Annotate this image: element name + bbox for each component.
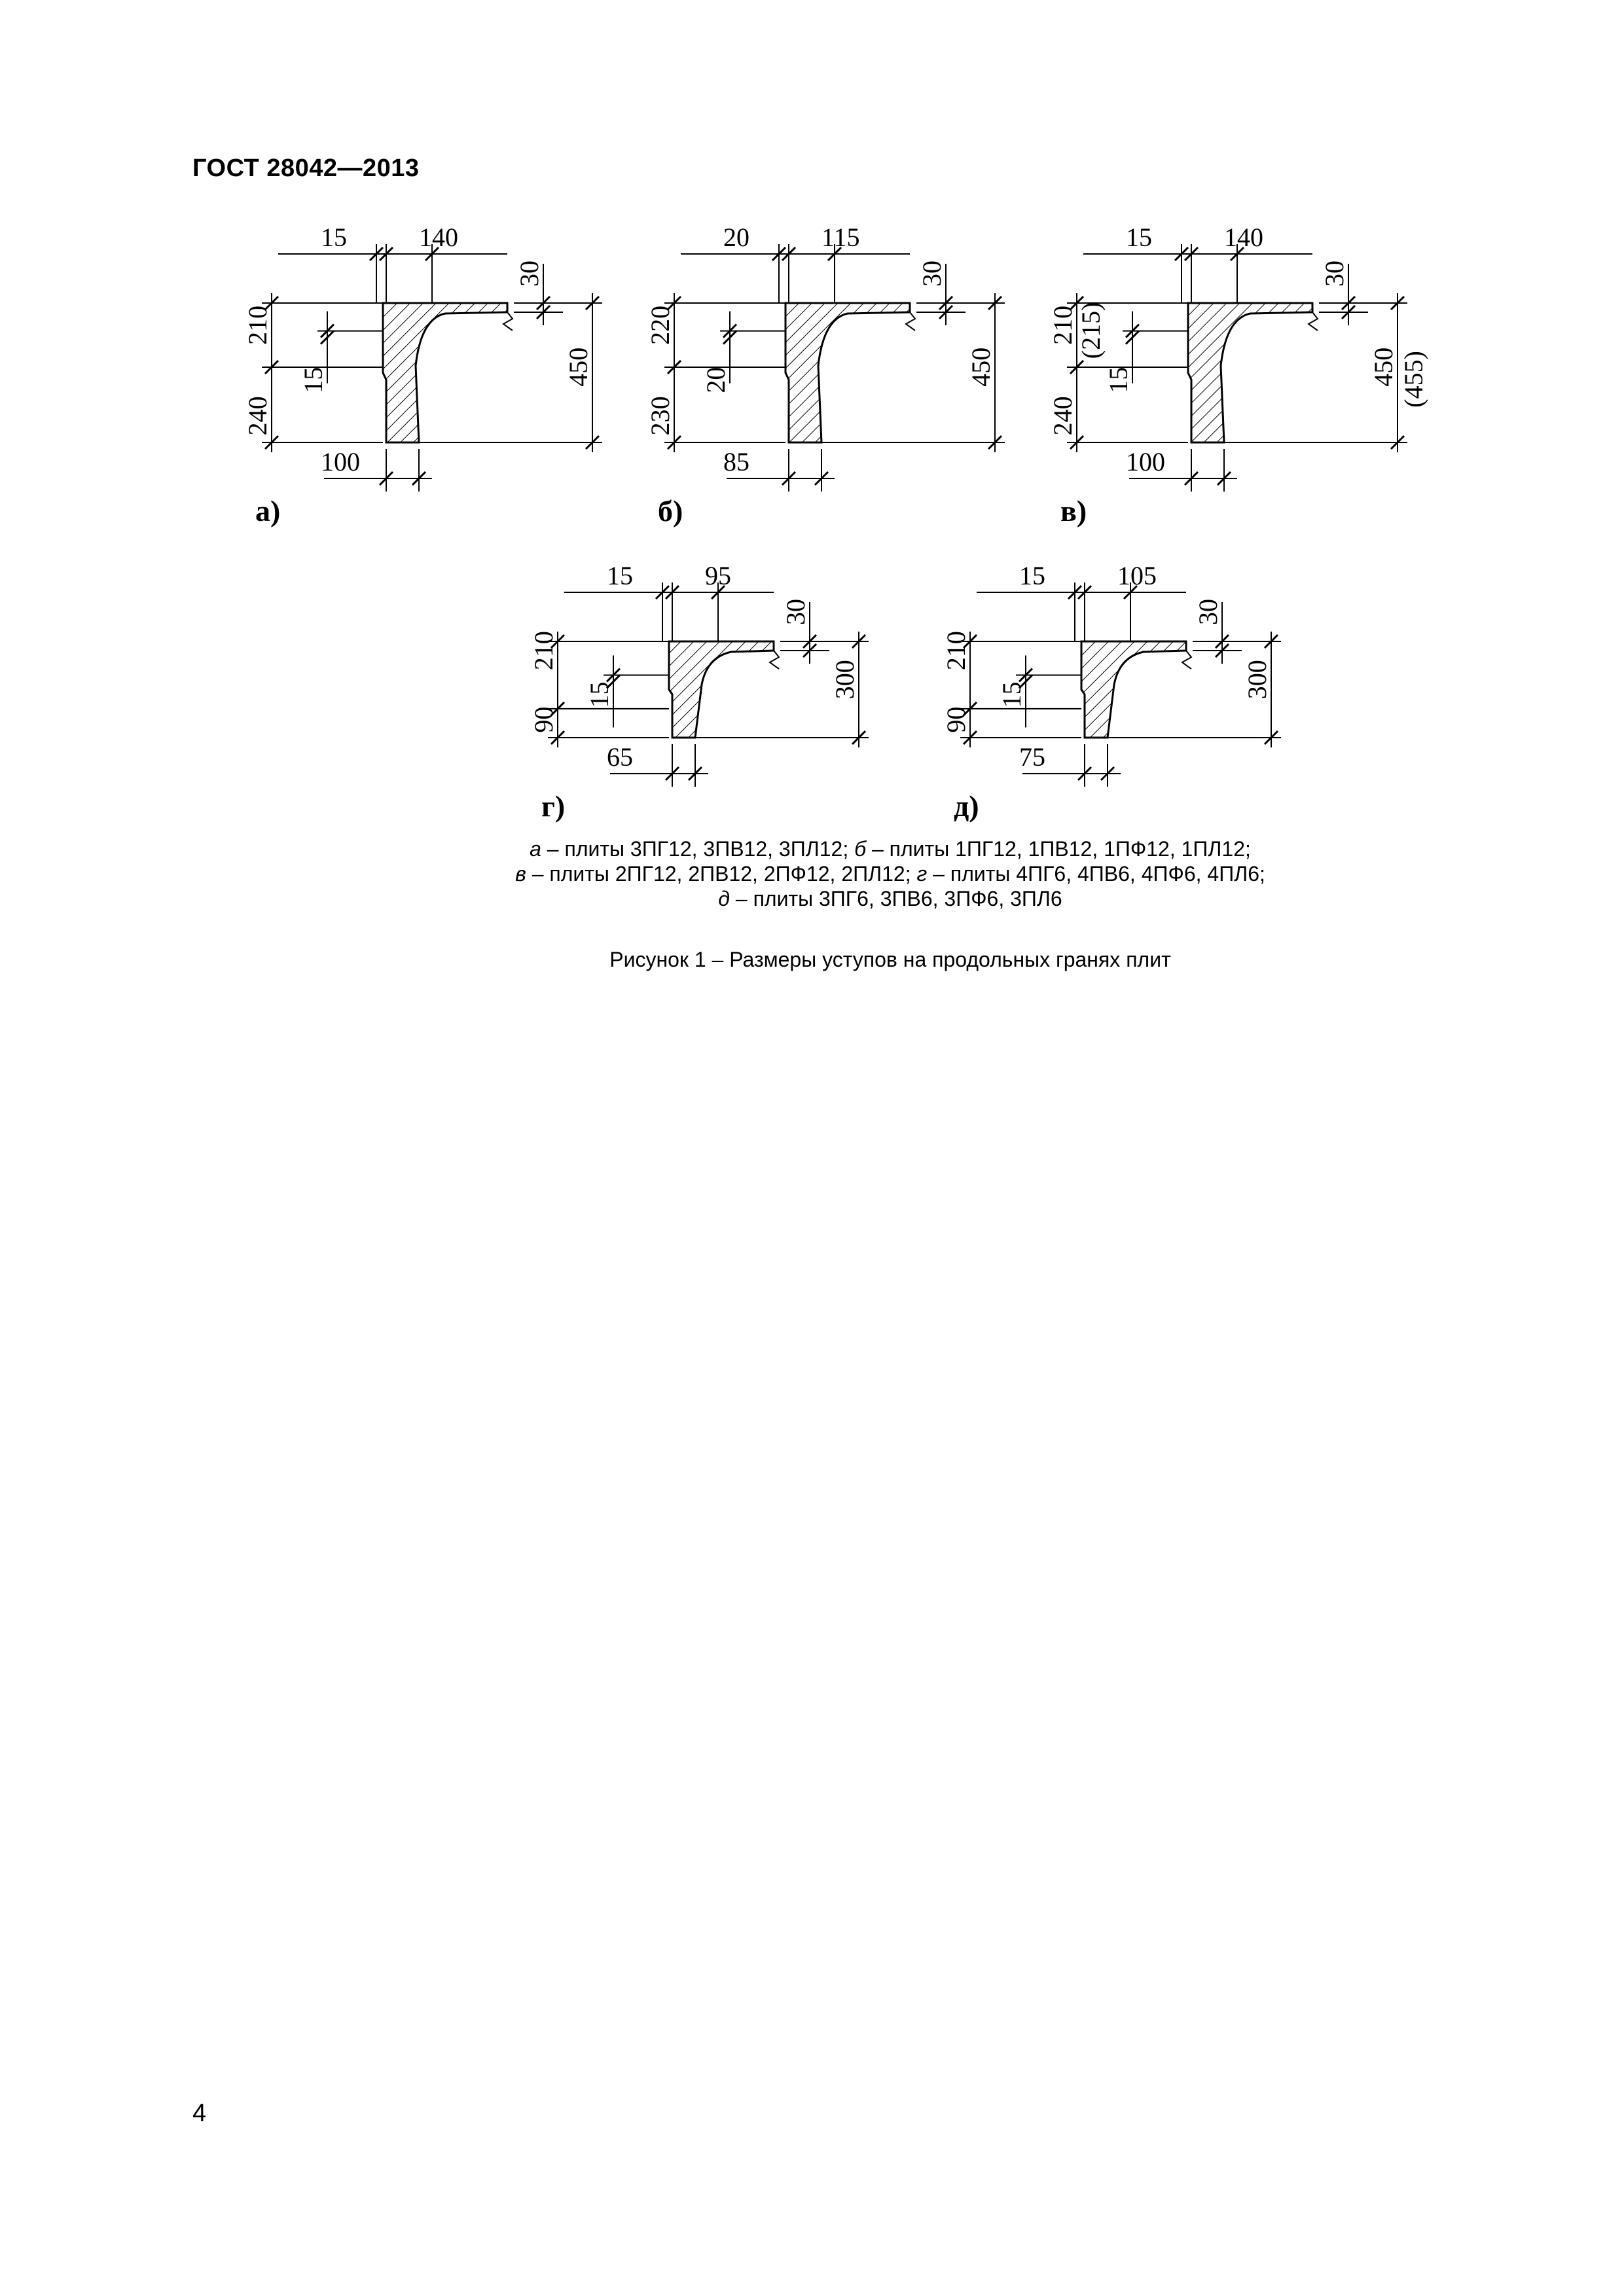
document-code-header: ГОСТ 28042—2013 [192,154,420,182]
figure-legend [327,836,1453,911]
dim-bottom-width: 75 [1019,742,1045,772]
break-mark [906,312,915,331]
figure-drawings [0,0,1624,831]
break-mark [770,651,779,669]
legend-key-d: д [718,887,730,910]
dim-total-height: 450 [966,347,996,387]
dim-total-height: 300 [830,660,859,700]
dim-top-left: 15 [1126,223,1152,252]
legend-text-d: – плиты 3ПГ6, 3ПВ6, 3ПФ6, 3ПЛ6 [729,887,1062,910]
dim-total-height-alt: (455) [1399,351,1428,408]
slab-section [785,303,910,442]
dim-step: 20 [701,367,731,393]
dim-upper-height: 210 [529,631,558,671]
panel-label: д) [954,789,979,823]
legend-text-b: – плиты 1ПГ12, 1ПВ12, 1ПФ12, 1ПЛ12; [866,837,1251,861]
dim-top-left: 15 [607,561,633,590]
slab-section [383,303,507,442]
dim-top-left: 15 [321,223,347,252]
dim-bottom-width: 65 [607,742,633,772]
dim-total-height: 450 [564,347,593,387]
dim-upper-height-alt: (215) [1076,302,1106,359]
legend-line-3 [327,886,1453,911]
legend-key-v: в [515,862,526,886]
dim-upper-height: 210 [243,305,272,345]
dim-step: 15 [298,367,328,393]
section-drawing-1 [243,223,602,528]
legend-line-1 [327,836,1453,861]
dim-top-left: 20 [723,223,749,252]
page-number: 4 [192,2100,207,2127]
legend-line-2 [327,861,1453,886]
dim-top-right: 105 [1117,561,1157,590]
dim-flange-thickness: 30 [1320,260,1349,287]
legend-key-b: б [854,837,867,861]
panel-label: а) [255,494,281,528]
section-drawing-5 [941,561,1281,823]
panel-label: в) [1060,494,1087,528]
dim-upper-height: 210 [1048,305,1077,345]
legend-text-v: – плиты 2ПГ12, 2ПВ12, 2ПФ12, 2ПЛ12; [526,862,917,886]
break-mark [503,312,513,331]
figure-title: Рисунок 1 – Размеры уступов на продольных гранях плит [609,948,1171,971]
panel-label: б) [658,494,683,528]
slab-section [669,641,774,738]
dim-upper-height: 210 [941,631,971,671]
break-mark [1182,651,1191,669]
section-drawing-2 [645,223,1005,528]
dim-top-right: 95 [705,561,731,590]
section-drawing-3 [1048,223,1428,528]
dim-step: 15 [1104,367,1133,393]
legend-text-g: – плиты 4ПГ6, 4ПВ6, 4ПФ6, 4ПЛ6; [927,862,1265,886]
dim-lower-height: 90 [529,706,558,733]
dim-flange-thickness: 30 [917,260,947,287]
dim-top-right: 140 [1224,223,1263,252]
dim-flange-thickness: 30 [514,260,544,287]
dim-lower-height: 230 [645,396,675,436]
legend-key-a: а [530,837,541,861]
slab-section [1188,303,1312,442]
dim-bottom-width: 100 [321,447,360,476]
dim-top-left: 15 [1019,561,1045,590]
dim-step: 15 [997,681,1026,708]
dim-flange-thickness: 30 [1193,599,1223,625]
break-mark [1308,312,1318,331]
legend-text-a: – плиты 3ПГ12, 3ПВ12, 3ПЛ12; [541,837,855,861]
dim-lower-height: 240 [243,396,272,436]
section-drawing-4 [529,561,869,823]
dim-lower-height: 90 [941,706,971,733]
dim-upper-height: 220 [645,305,675,345]
dim-bottom-width: 85 [723,447,749,476]
dim-lower-height: 240 [1048,396,1077,436]
panel-label: г) [541,789,566,823]
dim-total-height: 300 [1242,660,1272,700]
dim-flange-thickness: 30 [781,599,810,625]
dim-step: 15 [585,681,614,708]
dim-top-right: 115 [821,223,860,252]
dim-top-right: 140 [419,223,458,252]
legend-key-g: г [916,862,928,886]
slab-section [1081,641,1186,738]
dim-bottom-width: 100 [1126,447,1165,476]
dim-total-height: 450 [1369,347,1398,387]
